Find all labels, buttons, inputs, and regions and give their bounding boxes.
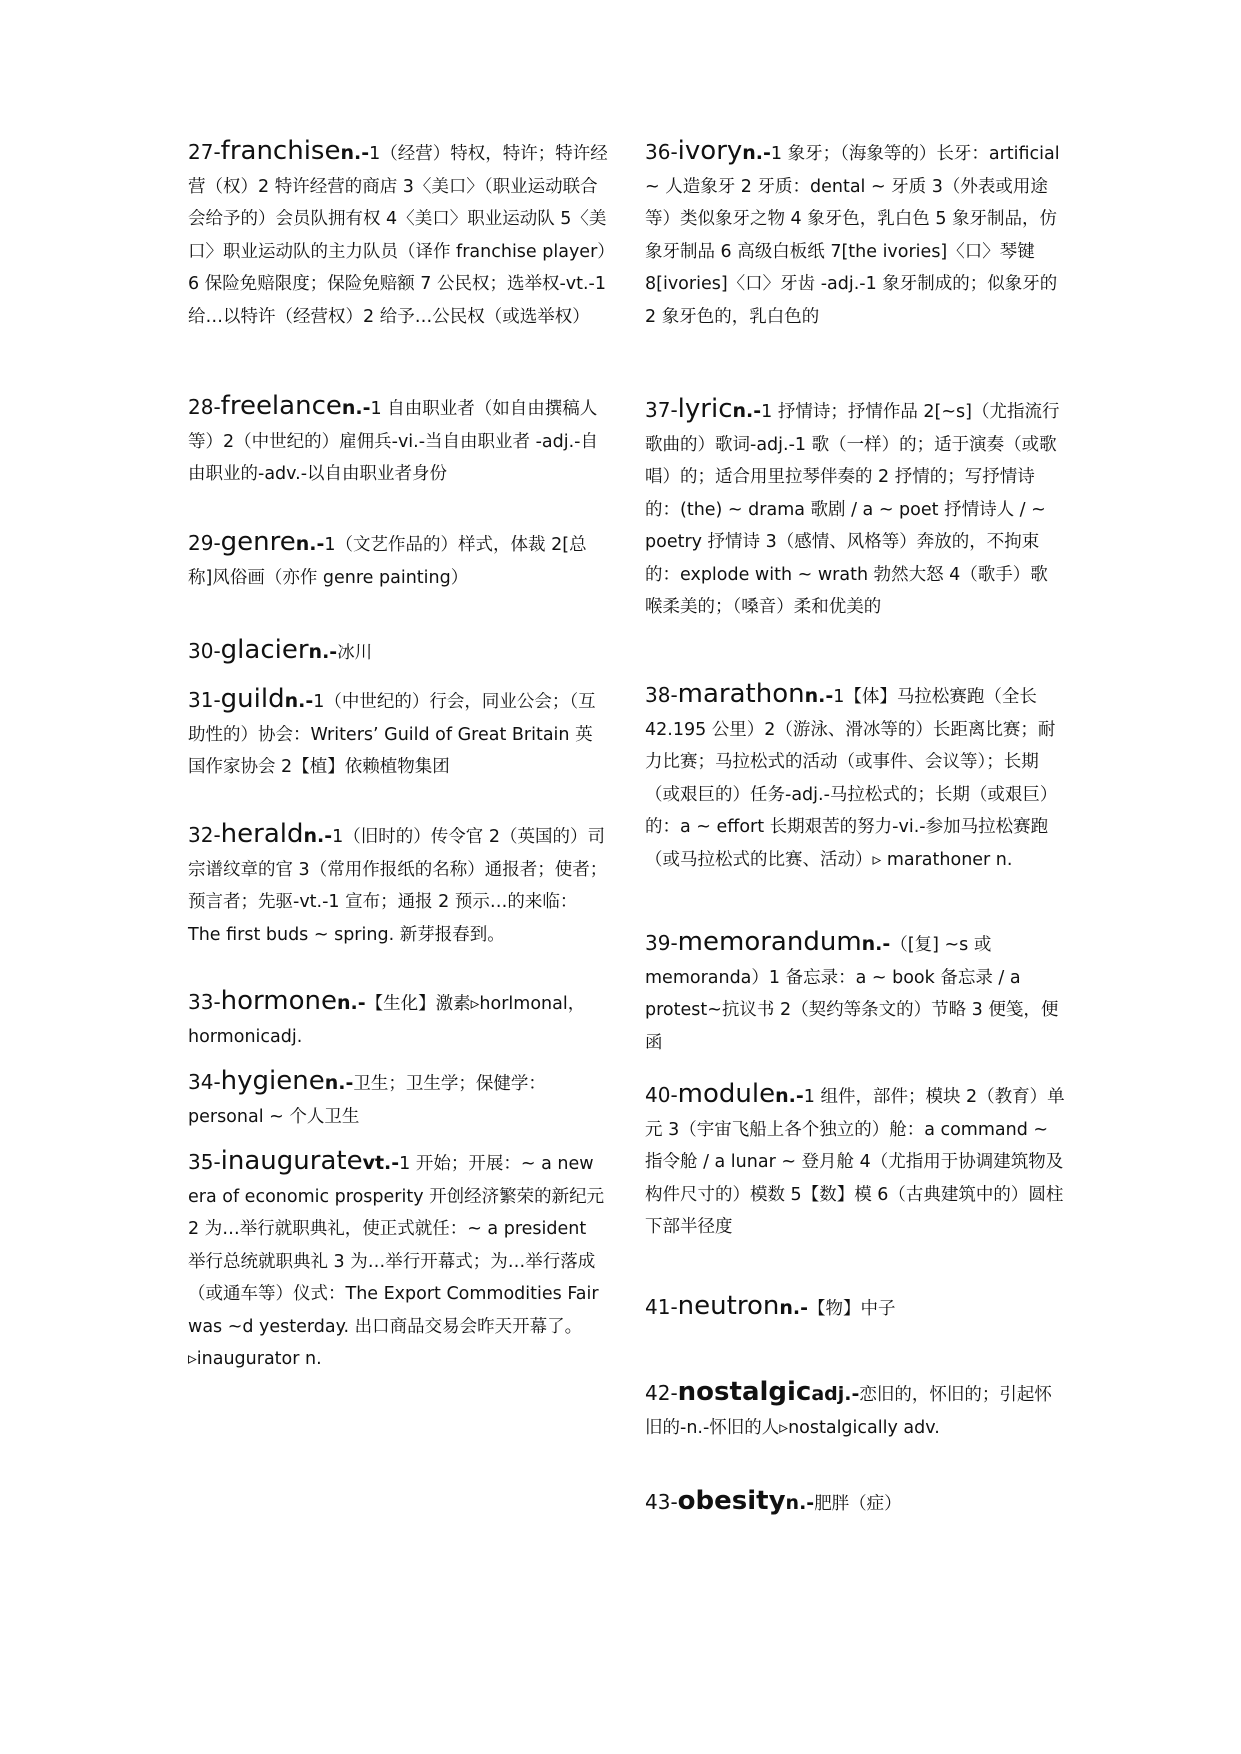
entry-number: 29- <box>188 531 221 555</box>
entry-37 <box>645 393 1065 624</box>
part-of-speech: n.- <box>804 685 834 707</box>
entry-41 <box>645 1290 1065 1326</box>
definition: 1 开始；开展：~ a new era of economic prosperity 开创经济繁荣的新纪元 2 为…举行就职典礼，使正式就任：~ a president 举行总统就职典礼 3 为…举行开幕式；为…举行落成（或通车等）仪式：The Export Commodities Fair was ~d yesterday. 出口商品交易会昨天开幕了。▹inaugurator n. <box>188 1154 605 1369</box>
entry-number: 28- <box>188 395 221 419</box>
headword: obesity <box>677 1486 786 1516</box>
part-of-speech: n.- <box>785 1492 815 1514</box>
part-of-speech: n.- <box>861 933 891 955</box>
entry-32 <box>188 818 608 951</box>
definition: 1 象牙；（海象等的）长牙：artificial ~ 人造象牙 2 牙质：dental ~ 牙质 3（外表或用途等）类似象牙之物 4 象牙色，乳白色 5 象牙制品，仿象牙制品 6 高级白板纸 7[the ivories]〈口〉琴键 8[ivories]〈口〉牙齿 -adj.-1 象牙制成的；似象牙的 2 象牙色的，乳白色的 <box>645 144 1060 327</box>
entry-35 <box>188 1145 608 1376</box>
definition: 1（中世纪的）行会，同业公会；（互助性的）协会：Writers’ Guild of Great Britain 英国作家协会 2【植】依赖植物集团 <box>188 692 596 777</box>
headword: nostalgic <box>677 1377 812 1407</box>
part-of-speech: n.- <box>340 142 370 164</box>
definition: 1（经营）特权，特许；特许经营（权）2 特许经营的商店 3〈美口〉（职业运动联合会给予的）会员队拥有权 4〈美口〉职业运动队 5〈美口〉职业运动队的主力队员（译作 franchise player）6 保险免赔限度；保险免赔额 7 公民权；选举权-vt.-1 给…以特许（经营权）2 给予…公民权（或选举权） <box>188 144 608 327</box>
definition: 1 自由职业者（如自由撰稿人等）2（中世纪的）雇佣兵-vi.-当自由职业者 -adj.-自由职业的-adv.-以自由职业者身份 <box>188 399 598 484</box>
headword: herald <box>220 819 304 849</box>
entry-38 <box>645 678 1065 876</box>
entry-number: 30- <box>188 639 221 663</box>
entry-number: 42- <box>645 1381 678 1405</box>
entry-28 <box>188 390 608 491</box>
headword: hormone <box>220 986 337 1016</box>
headword: guild <box>220 684 285 714</box>
definition: 【物】中子 <box>807 1299 896 1319</box>
entry-number: 31- <box>188 688 221 712</box>
headword: marathon <box>677 679 805 709</box>
entry-number: 39- <box>645 931 678 955</box>
headword: inaugurate <box>220 1146 363 1176</box>
entry-number: 27- <box>188 140 221 164</box>
entry-43 <box>645 1485 1065 1521</box>
definition: 1【体】马拉松赛跑（全长 42.195 公里）2（游泳、滑冰等的）长距离比赛；耐力比赛；马拉松式的活动（或事件、会议等）；长期（或艰巨的）任务-adj.-马拉松式的；长期（或艰巨）的：a ~ effort 长期艰苦的努力-vi.-参加马拉松赛跑（或马拉松式的比赛、活动）▹ marathoner n. <box>645 687 1058 870</box>
headword: franchise <box>220 136 341 166</box>
part-of-speech: n.- <box>324 1072 354 1094</box>
headword: lyric <box>677 394 733 424</box>
definition: 1 抒情诗；抒情作品 2[~s]（尤指流行歌曲的）歌词-adj.-1 歌（一样）的；适于演奏（或歌唱）的；适合用里拉琴伴奏的 2 抒情的；写抒情诗的：(the) ~ drama 歌剧 / a ~ poet 抒情诗人 / ~ poetry 抒情诗 3（感情、风格等）奔放的，不拘束的：explode with ~ wrath 勃然大怒 4（歌手）歌喉柔美的；（嗓音）柔和优美的 <box>645 402 1060 617</box>
entry-42 <box>645 1376 1065 1444</box>
part-of-speech: n.- <box>779 1297 808 1319</box>
entry-36 <box>645 135 1065 333</box>
part-of-speech: n.- <box>742 142 771 164</box>
entry-34 <box>188 1065 608 1133</box>
headword: genre <box>220 527 296 557</box>
entry-39 <box>645 926 1065 1059</box>
headword: freelance <box>220 391 342 421</box>
definition: 冰川 <box>337 643 373 663</box>
entry-number: 32- <box>188 823 221 847</box>
headword: module <box>677 1079 776 1109</box>
entry-number: 33- <box>188 990 221 1014</box>
definition: 1 组件，部件；模块 2（教育）单元 3（宇宙飞船上各个独立的）舱：a command ~ 指令舱 / a lunar ~ 登月舱 4（尤指用于协调建筑物及构件尺寸的）模数 5【数】模 6（古典建筑中的）圆柱下部半径度 <box>645 1087 1065 1237</box>
entry-27 <box>188 135 608 333</box>
entry-number: 34- <box>188 1070 221 1094</box>
headword: neutron <box>677 1291 780 1321</box>
headword: glacier <box>220 635 309 665</box>
entry-number: 37- <box>645 398 678 422</box>
part-of-speech: n.- <box>295 533 325 555</box>
entry-number: 40- <box>645 1083 678 1107</box>
definition: 恋旧的，怀旧的；引起怀旧的-n.-怀旧的人▹nostalgically adv. <box>645 1385 1052 1438</box>
entry-33 <box>188 985 608 1053</box>
headword: hygiene <box>220 1066 325 1096</box>
part-of-speech: n.- <box>308 641 338 663</box>
headword: ivory <box>677 136 743 166</box>
entry-29 <box>188 526 608 594</box>
part-of-speech: vt.- <box>362 1152 400 1174</box>
part-of-speech: n.- <box>337 992 366 1014</box>
part-of-speech: n.- <box>341 397 371 419</box>
entry-40 <box>645 1078 1065 1244</box>
headword: memorandum <box>677 927 862 957</box>
definition: 【生化】激素▹horlmonal，hormonicadj. <box>188 994 586 1047</box>
definition: （[复] ~s 或 memoranda）1 备忘录：a ~ book 备忘录 / a protest~抗议书 2（契约等条文的）节略 3 便笺，便函 <box>645 935 1059 1053</box>
entry-number: 35- <box>188 1150 221 1174</box>
part-of-speech: n.- <box>303 825 333 847</box>
part-of-speech: adj.- <box>811 1383 860 1405</box>
entry-number: 36- <box>645 140 678 164</box>
part-of-speech: n.- <box>732 400 762 422</box>
entry-30 <box>188 634 608 670</box>
entry-number: 38- <box>645 683 678 707</box>
definition: 1（旧时的）传令官 2（英国的）司宗谱纹章的官 3（常用作报纸的名称）通报者；使者；预言者；先驱-vt.-1 宣布；通报 2 预示…的来临：The first buds ~ spring. 新芽报春到。 <box>188 827 608 945</box>
entry-number: 43- <box>645 1490 678 1514</box>
entry-number: 41- <box>645 1295 678 1319</box>
definition: 1（文艺作品的）样式，体裁 2[总称]风俗画（亦作 genre painting） <box>188 535 587 588</box>
definition: 卫生；卫生学；保健学：personal ~ 个人卫生 <box>188 1074 546 1127</box>
entry-31 <box>188 683 608 784</box>
part-of-speech: n.- <box>284 690 314 712</box>
definition: 肥胖（症） <box>814 1494 902 1514</box>
part-of-speech: n.- <box>775 1085 804 1107</box>
